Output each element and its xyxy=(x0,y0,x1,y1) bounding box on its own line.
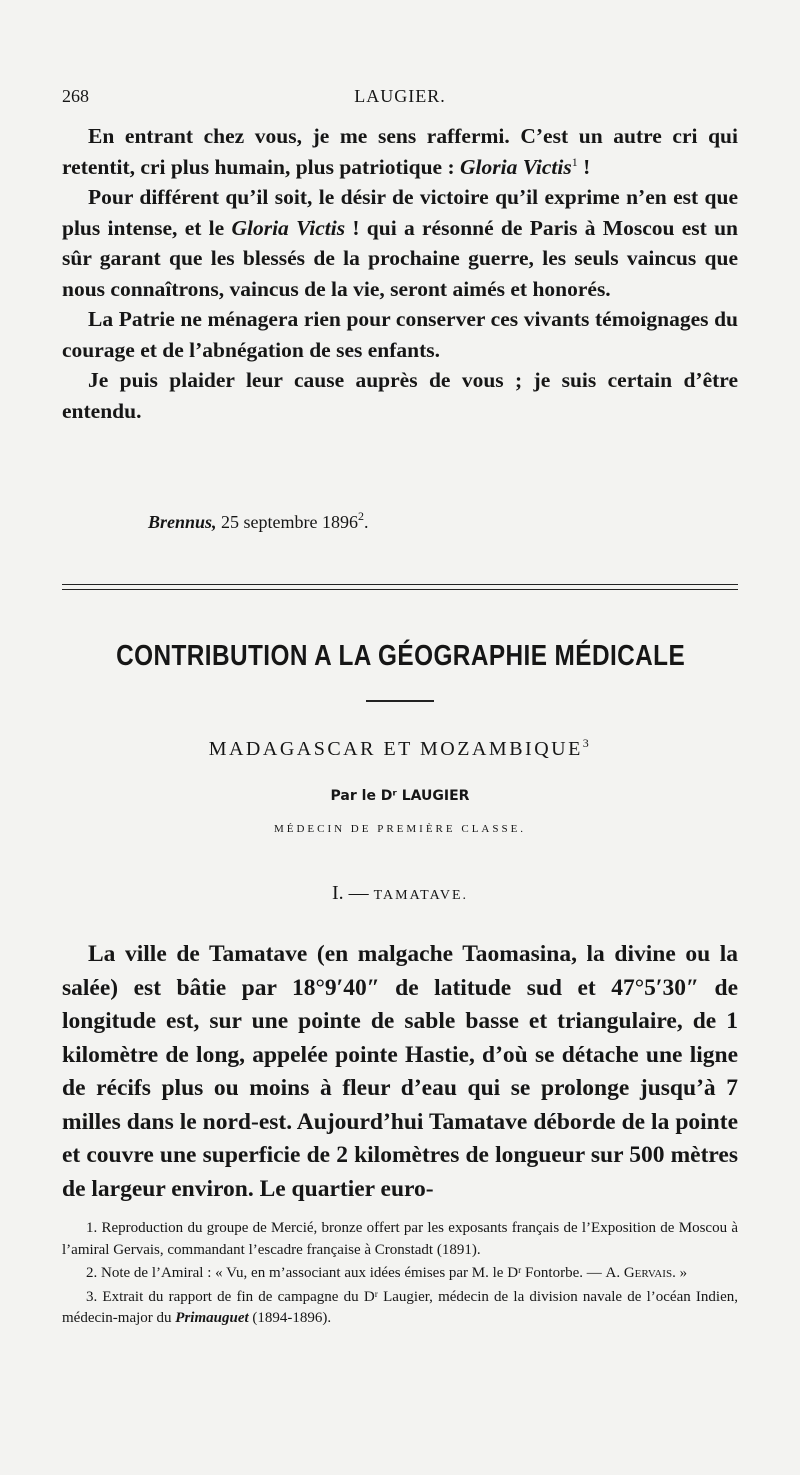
signature-name: Brennus, xyxy=(148,512,217,532)
author-role: MÉDECIN DE PREMIÈRE CLASSE. xyxy=(273,823,527,835)
paragraph: En entrant chez vous, je me sens raffermi. C’est un autre cri qui retentit, cri plus humain, plus patriotique : Gloria Victis$^1$ ! xyxy=(62,124,738,179)
footnote-ref: 2 xyxy=(358,509,365,523)
footnote-ref: 1 xyxy=(571,154,578,169)
paragraph: Je puis plaider leur cause auprès de vous ; je suis certain d’être entendu. xyxy=(62,368,738,423)
footnote: 2. Note de l’Amiral : « Vu, en m’associant aux idées émises par M. le Dʳ Fontorbe. — A. Gervais. » xyxy=(86,1265,688,1281)
divider-rule xyxy=(62,589,738,590)
divider-rule xyxy=(62,584,738,585)
section-number: I. — xyxy=(331,882,369,904)
footnote: 1. Reproduction du groupe de Mercié, bronze offert par les exposants français de l’Exposition de Moscou à l’amiral Gervais, commandant l’escadre française à Cronstadt (1891). xyxy=(62,1220,738,1258)
signature-date: 25 septembre 1896 xyxy=(216,512,359,532)
running-title: LAUGIER. xyxy=(354,86,446,106)
paragraph: La Patrie ne ménagera rien pour conserver ces vivants témoignages du courage et de l’abnégation de ses enfants. xyxy=(62,307,738,362)
article-subtitle: MADAGASCAR ET MOZAMBIQUE$^3$ xyxy=(208,736,592,760)
paragraph: Pour différent qu’il soit, le désir de victoire qu’il exprime n’en est que plus intense, et le Gloria Victis ! qui a résonné de Paris à Moscou est un sûr garant que les blessés de la prochaine guerre, les seuls vaincus que nous connaîtrons, vaincus de la vie, seront aimés et honorés. xyxy=(62,185,738,301)
paragraph: La ville de Tamatave (en malgache Taomasina, la divine ou la salée) est bâtie par 18°9′40″ de latitude sud et 47°5′30″ de longitude est, sur une pointe de sable basse et triangulaire, de 1 kilomètre de long, appelée pointe Hastie, d’où se détache une ligne de récifs plus ou moins à fleur d’eau qui se prolonge jusqu’à 7 milles dans le nord-est. Aujourd’hui Tamatave déborde de la pointe et couvre une superficie de 2 kilomètres de longueur sur 500 mètres de largeur environ. Le quartier euro- xyxy=(62,941,738,1202)
signature: Brennus, 25 septembre 1896$^2$. xyxy=(148,509,369,532)
italic-phrase: Gloria Victis xyxy=(231,215,346,240)
page-number: 268 xyxy=(62,86,89,106)
title-underline xyxy=(366,700,434,702)
italic-phrase: Gloria Victis xyxy=(459,154,572,179)
footnotes xyxy=(62,1218,738,1332)
footnote-ref: 3 xyxy=(582,736,592,750)
footnote: 3. Extrait du rapport de fin de campagne du Dʳ Laugier, médecin de la division navale de l’océan Indien, médecin-major du Primauguet (1894-1896). xyxy=(62,1288,738,1326)
author-byline: Par le Dʳ LAUGIER xyxy=(330,788,470,804)
section-label: TAMATAVE. xyxy=(373,888,469,903)
intro-text xyxy=(62,121,738,426)
article-title: CONTRIBUTION A LA GÉOGRAPHIE MÉDICALE xyxy=(116,640,686,672)
article-body xyxy=(62,938,738,1206)
section-heading xyxy=(62,882,738,905)
running-head xyxy=(62,86,738,110)
